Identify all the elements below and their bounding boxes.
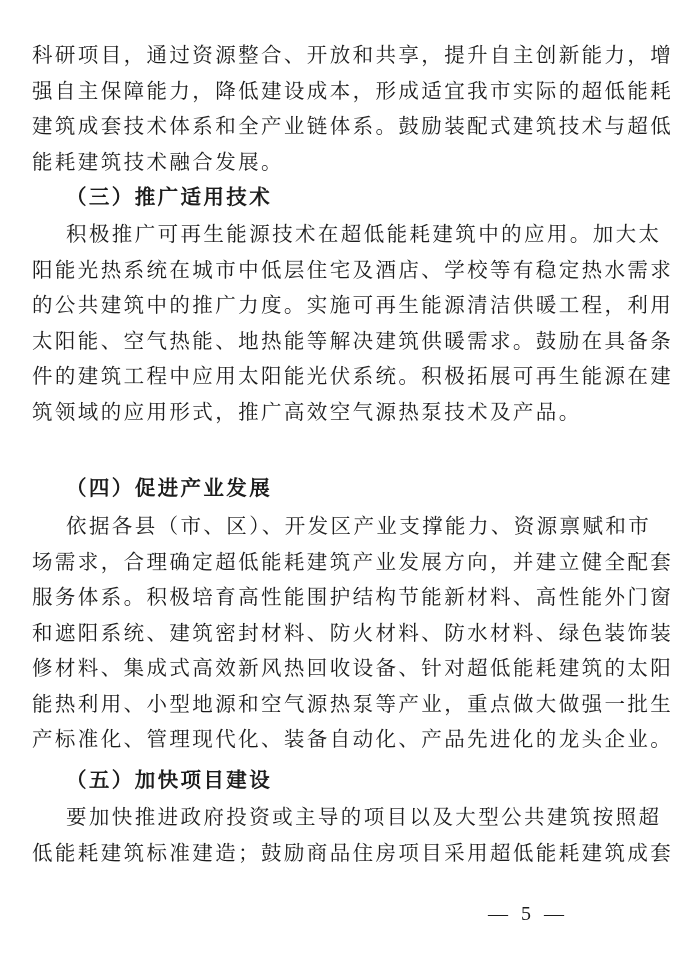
section-heading-4: （四）促进产业发展	[66, 476, 273, 500]
paragraph-continuation	[32, 38, 673, 180]
text-line: 服务体系。积极培育高性能围护结构节能新材料、高性能外门窗	[32, 585, 673, 609]
section-heading-3: （三）推广适用技术	[66, 185, 273, 209]
text-line: 产标准化、管理现代化、装备自动化、产品先进化的龙头企业。	[32, 727, 673, 751]
text-line: 件的建筑工程中应用太阳能光伏系统。积极拓展可再生能源在建	[32, 364, 673, 388]
text-line: 能热利用、小型地源和空气源热泵等产业，重点做大做强一批生	[32, 691, 673, 716]
text-line: 建筑成套技术体系和全产业链体系。鼓励装配式建筑技术与超低	[32, 114, 673, 138]
section-heading-5: （五）加快项目建设	[66, 768, 273, 792]
text-line: 能耗建筑技术融合发展。	[32, 149, 284, 174]
text-line: 阳能光热系统在城市中低层住宅及酒店、学校等有稳定热水需求	[32, 257, 673, 282]
text-line: 和遮阳系统、建筑密封材料、防火材料、防水材料、绿色装饰装	[32, 620, 673, 645]
text-line: 修材料、集成式高效新风热回收设备、针对超低能耗建筑的太阳	[32, 656, 673, 680]
text-line: 筑领域的应用形式，推广高效空气源热泵技术及产品。	[32, 399, 582, 424]
paragraph-industry-development	[32, 509, 673, 758]
text-line: 依据各县（市、区）、开发区产业支撑能力、资源禀赋和市	[66, 514, 652, 538]
text-line: 太阳能、空气热能、地热能等解决建筑供暖需求。鼓励在具备条	[32, 328, 673, 353]
text-line: 低能耗建筑标准建造；鼓励商品住房项目采用超低能耗建筑成套	[32, 840, 673, 865]
text-line: 强自主保障能力，降低建设成本，形成适宜我市实际的超低能耗	[32, 78, 673, 103]
text-line: 科研项目，通过资源整合、开放和共享，提升自主创新能力，增	[32, 43, 673, 67]
text-line: 要加快推进政府投资或主导的项目以及大型公共建筑按照超	[66, 805, 662, 829]
text-line: 场需求，合理确定超低能耗建筑产业发展方向，并建立健全配套	[32, 549, 673, 574]
paragraph-renewable-energy	[32, 217, 673, 430]
paragraph-project-construction	[32, 800, 673, 871]
text-line: 积极推广可再生能源技术在超低能耗建筑中的应用。加大太	[66, 222, 662, 246]
text-line: 的公共建筑中的推广力度。实施可再生能源清洁供暖工程，利用	[32, 293, 673, 317]
page-number: — 5 —	[488, 903, 568, 925]
